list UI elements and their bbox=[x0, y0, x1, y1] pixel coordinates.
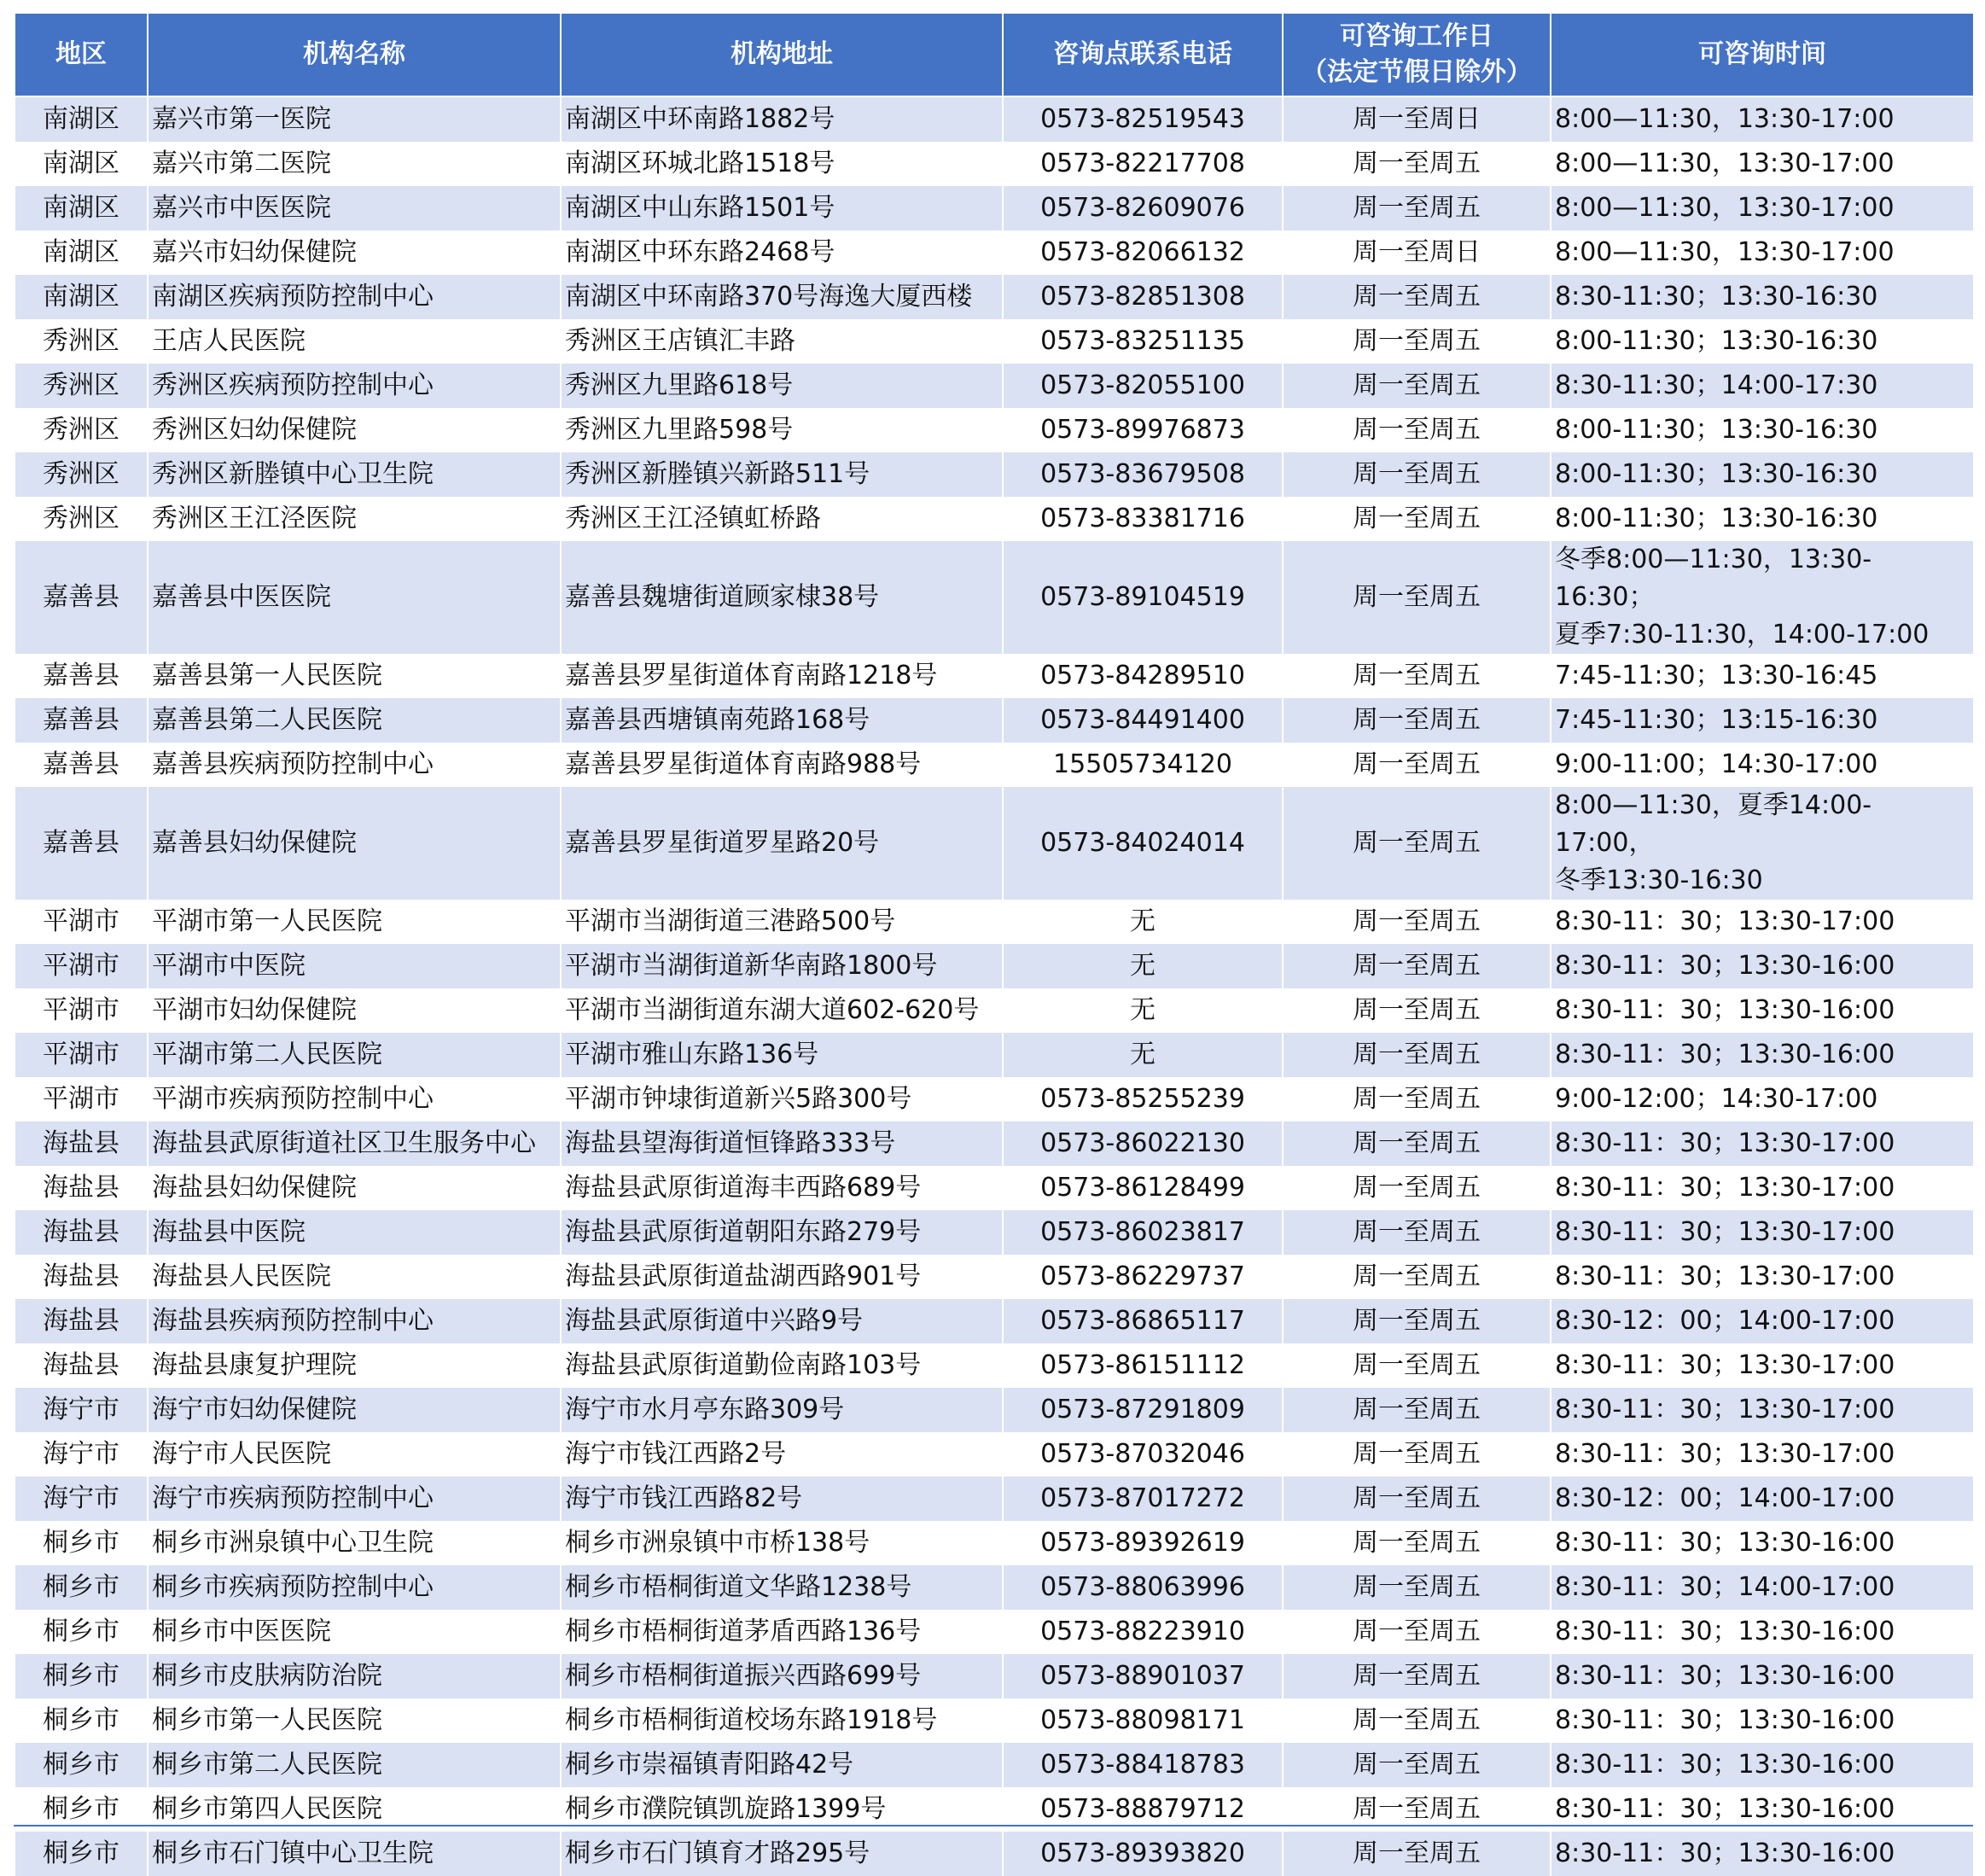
cell-days: 周一至周五 bbox=[1283, 364, 1551, 408]
table-row bbox=[15, 1299, 1974, 1343]
cell-days: 周一至周五 bbox=[1283, 1698, 1551, 1743]
cell-phone: 0573-88098171 bbox=[1003, 1698, 1283, 1743]
cell-region: 海盐县 bbox=[15, 1299, 148, 1343]
cell-region: 平湖市 bbox=[15, 944, 148, 988]
cell-region: 海宁市 bbox=[15, 1388, 148, 1432]
cell-name: 平湖市妇幼保健院 bbox=[148, 988, 561, 1033]
cell-name: 嘉兴市第二医院 bbox=[148, 142, 561, 186]
cell-name: 秀洲区疾病预防控制中心 bbox=[148, 364, 561, 408]
table-row bbox=[15, 364, 1974, 408]
cell-address: 南湖区中环南路370号海逸大厦西楼 bbox=[561, 275, 1003, 319]
table-row bbox=[15, 1743, 1974, 1787]
cell-region: 秀洲区 bbox=[15, 452, 148, 497]
table-row bbox=[15, 408, 1974, 452]
cell-address: 桐乡市崇福镇青阳路42号 bbox=[561, 1743, 1003, 1787]
table-row bbox=[15, 1432, 1974, 1477]
cell-days: 周一至周五 bbox=[1283, 944, 1551, 988]
cell-hours-line1: 8:00—11:30，夏季14:00-17:00， bbox=[1555, 790, 1872, 858]
cell-hours: 8:30-11：30；13:30-17:00 bbox=[1551, 1432, 1974, 1477]
cell-days: 周一至周五 bbox=[1283, 1432, 1551, 1477]
cell-hours: 8:00—11:30，13:30-17:00 bbox=[1551, 142, 1974, 186]
cell-name: 桐乡市第一人民医院 bbox=[148, 1698, 561, 1743]
table-row bbox=[15, 452, 1974, 497]
cell-hours bbox=[1551, 787, 1974, 900]
cell-days: 周一至周五 bbox=[1283, 319, 1551, 364]
cell-region: 秀洲区 bbox=[15, 497, 148, 541]
table-row bbox=[15, 1654, 1974, 1698]
cell-address: 海盐县武原街道盐湖西路901号 bbox=[561, 1255, 1003, 1299]
cell-address: 桐乡市洲泉镇中市桥138号 bbox=[561, 1521, 1003, 1565]
cell-address: 嘉善县罗星街道体育南路988号 bbox=[561, 743, 1003, 787]
header-address: 机构地址 bbox=[561, 13, 1003, 96]
cell-address: 秀洲区九里路618号 bbox=[561, 364, 1003, 408]
cell-address: 海宁市钱江西路82号 bbox=[561, 1477, 1003, 1521]
cell-phone: 0573-86128499 bbox=[1003, 1166, 1283, 1210]
cell-region: 海盐县 bbox=[15, 1255, 148, 1299]
cell-days: 周一至周五 bbox=[1283, 1477, 1551, 1521]
cell-name: 海宁市妇幼保健院 bbox=[148, 1388, 561, 1432]
table-row bbox=[15, 96, 1974, 142]
cell-days: 周一至周五 bbox=[1283, 275, 1551, 319]
table-row bbox=[15, 230, 1974, 275]
cell-address: 桐乡市梧桐街道振兴西路699号 bbox=[561, 1654, 1003, 1698]
cell-address: 平湖市当湖街道新华南路1800号 bbox=[561, 944, 1003, 988]
table-row bbox=[15, 541, 1974, 654]
cell-address: 海宁市水月亭东路309号 bbox=[561, 1388, 1003, 1432]
cell-phone: 无 bbox=[1003, 900, 1283, 944]
cell-hours: 8:30-11：30；13:30-17:00 bbox=[1551, 1255, 1974, 1299]
table-row bbox=[15, 1388, 1974, 1432]
cell-hours-line2: 夏季7:30-11:30，14:00-17:00 bbox=[1555, 620, 1930, 650]
cell-name: 嘉善县疾病预防控制中心 bbox=[148, 743, 561, 787]
cell-region: 桐乡市 bbox=[15, 1654, 148, 1698]
cell-phone: 15505734120 bbox=[1003, 743, 1283, 787]
cell-hours: 8:00-11:30；13:30-16:30 bbox=[1551, 319, 1974, 364]
cell-days: 周一至周五 bbox=[1283, 654, 1551, 698]
cell-hours: 8:30-11：30；13:30-17:00 bbox=[1551, 1122, 1974, 1166]
table-row bbox=[15, 1343, 1974, 1388]
cell-name: 桐乡市中医医院 bbox=[148, 1610, 561, 1654]
cell-name: 桐乡市皮肤病防治院 bbox=[148, 1654, 561, 1698]
cell-phone: 0573-86022130 bbox=[1003, 1122, 1283, 1166]
table-row bbox=[15, 1521, 1974, 1565]
cell-name: 嘉兴市中医医院 bbox=[148, 186, 561, 230]
table-row bbox=[15, 654, 1974, 698]
cell-address: 平湖市当湖街道东湖大道602-620号 bbox=[561, 988, 1003, 1033]
cell-days: 周一至周五 bbox=[1283, 1299, 1551, 1343]
cell-phone: 0573-82055100 bbox=[1003, 364, 1283, 408]
cell-hours: 9:00-12:00；14:30-17:00 bbox=[1551, 1077, 1974, 1122]
table-row bbox=[15, 1077, 1974, 1122]
cell-phone: 无 bbox=[1003, 988, 1283, 1033]
table-row bbox=[15, 988, 1974, 1033]
cell-name: 海盐县中医院 bbox=[148, 1210, 561, 1255]
cell-hours: 8:30-11：30；13:30-16:00 bbox=[1551, 988, 1974, 1033]
header-name: 机构名称 bbox=[148, 13, 561, 96]
cell-days: 周一至周五 bbox=[1283, 787, 1551, 900]
cell-name: 嘉兴市第一医院 bbox=[148, 96, 561, 142]
cell-address: 海宁市钱江西路2号 bbox=[561, 1432, 1003, 1477]
cell-name: 桐乡市石门镇中心卫生院 bbox=[148, 1832, 561, 1876]
cell-phone: 0573-82066132 bbox=[1003, 230, 1283, 275]
cell-days: 周一至周五 bbox=[1283, 900, 1551, 944]
cell-hours: 7:45-11:30；13:30-16:45 bbox=[1551, 654, 1974, 698]
cell-region: 桐乡市 bbox=[15, 1521, 148, 1565]
cell-region: 海盐县 bbox=[15, 1210, 148, 1255]
cell-hours: 8:00-11:30；13:30-16:30 bbox=[1551, 497, 1974, 541]
cell-phone: 0573-88901037 bbox=[1003, 1654, 1283, 1698]
table-row bbox=[15, 787, 1974, 900]
cell-days: 周一至周五 bbox=[1283, 1743, 1551, 1787]
cell-hours-line1: 冬季8:00—11:30，13:30-16:30； bbox=[1555, 545, 1872, 612]
cell-hours: 8:30-11：30；13:30-16:00 bbox=[1551, 1832, 1974, 1876]
cell-address: 嘉善县罗星街道罗星路20号 bbox=[561, 787, 1003, 900]
cell-region: 海盐县 bbox=[15, 1166, 148, 1210]
cell-region: 嘉善县 bbox=[15, 698, 148, 743]
cell-address: 南湖区中山东路1501号 bbox=[561, 186, 1003, 230]
cell-days: 周一至周五 bbox=[1283, 1388, 1551, 1432]
cell-address: 嘉善县罗星街道体育南路1218号 bbox=[561, 654, 1003, 698]
cell-phone: 0573-89393820 bbox=[1003, 1832, 1283, 1876]
cell-region: 南湖区 bbox=[15, 142, 148, 186]
cell-name: 桐乡市第二人民医院 bbox=[148, 1743, 561, 1787]
table-row bbox=[15, 1832, 1974, 1876]
cell-days: 周一至周日 bbox=[1283, 96, 1551, 142]
table-row bbox=[15, 1565, 1974, 1610]
cell-days: 周一至周五 bbox=[1283, 1565, 1551, 1610]
cell-hours: 8:30-12：00；14:00-17:00 bbox=[1551, 1299, 1974, 1343]
cell-phone: 0573-89104519 bbox=[1003, 541, 1283, 654]
header-region: 地区 bbox=[15, 13, 148, 96]
cell-name: 海宁市疾病预防控制中心 bbox=[148, 1477, 561, 1521]
table-row bbox=[15, 698, 1974, 743]
cell-name: 秀洲区新塍镇中心卫生院 bbox=[148, 452, 561, 497]
table-row bbox=[15, 319, 1974, 364]
table-bottom-border bbox=[14, 1825, 1973, 1826]
cell-hours-line2: 冬季13:30-16:30 bbox=[1555, 865, 1763, 895]
cell-phone: 0573-85255239 bbox=[1003, 1077, 1283, 1122]
header-days-line1: 可咨询工作日 bbox=[1340, 21, 1493, 51]
table-row bbox=[15, 142, 1974, 186]
table-row bbox=[15, 743, 1974, 787]
cell-phone: 0573-82519543 bbox=[1003, 96, 1283, 142]
cell-hours: 8:30-11：30；13:30-17:00 bbox=[1551, 1166, 1974, 1210]
cell-phone: 0573-83381716 bbox=[1003, 497, 1283, 541]
cell-name: 桐乡市第四人民医院 bbox=[148, 1787, 561, 1832]
cell-hours: 8:00—11:30，13:30-17:00 bbox=[1551, 230, 1974, 275]
cell-days: 周一至周五 bbox=[1283, 541, 1551, 654]
cell-days: 周一至周日 bbox=[1283, 230, 1551, 275]
table-header-row bbox=[15, 13, 1974, 96]
cell-region: 平湖市 bbox=[15, 1077, 148, 1122]
table-row bbox=[15, 1166, 1974, 1210]
header-phone: 咨询点联系电话 bbox=[1003, 13, 1283, 96]
cell-region: 嘉善县 bbox=[15, 787, 148, 900]
cell-days: 周一至周五 bbox=[1283, 743, 1551, 787]
cell-name: 海宁市人民医院 bbox=[148, 1432, 561, 1477]
table-row bbox=[15, 186, 1974, 230]
table-row bbox=[15, 900, 1974, 944]
cell-hours: 8:30-11：30；13:30-16:00 bbox=[1551, 1521, 1974, 1565]
cell-region: 桐乡市 bbox=[15, 1610, 148, 1654]
cell-days: 周一至周五 bbox=[1283, 1166, 1551, 1210]
cell-phone: 0573-88879712 bbox=[1003, 1787, 1283, 1832]
cell-phone: 0573-86229737 bbox=[1003, 1255, 1283, 1299]
cell-days: 周一至周五 bbox=[1283, 408, 1551, 452]
cell-phone: 0573-89392619 bbox=[1003, 1521, 1283, 1565]
cell-address: 南湖区中环南路1882号 bbox=[561, 96, 1003, 142]
cell-phone: 0573-84289510 bbox=[1003, 654, 1283, 698]
cell-hours: 8:30-12：00；14:00-17:00 bbox=[1551, 1477, 1974, 1521]
cell-region: 海盐县 bbox=[15, 1122, 148, 1166]
cell-phone: 0573-84491400 bbox=[1003, 698, 1283, 743]
cell-name: 海盐县人民医院 bbox=[148, 1255, 561, 1299]
cell-name: 海盐县妇幼保健院 bbox=[148, 1166, 561, 1210]
cell-name: 嘉善县妇幼保健院 bbox=[148, 787, 561, 900]
cell-address: 平湖市当湖街道三港路500号 bbox=[561, 900, 1003, 944]
cell-hours: 8:30-11：30；13:30-16:00 bbox=[1551, 1610, 1974, 1654]
header-days-line2: （法定节假日除外） bbox=[1301, 57, 1532, 87]
cell-hours: 8:30-11：30；13:30-16:00 bbox=[1551, 1033, 1974, 1077]
cell-region: 桐乡市 bbox=[15, 1832, 148, 1876]
cell-hours: 8:30-11：30；14:00-17:00 bbox=[1551, 1565, 1974, 1610]
cell-hours: 8:00-11:30；13:30-16:30 bbox=[1551, 452, 1974, 497]
cell-address: 平湖市雅山东路136号 bbox=[561, 1033, 1003, 1077]
table-row bbox=[15, 497, 1974, 541]
cell-hours: 7:45-11:30；13:15-16:30 bbox=[1551, 698, 1974, 743]
cell-days: 周一至周五 bbox=[1283, 1787, 1551, 1832]
cell-address: 桐乡市梧桐街道文华路1238号 bbox=[561, 1565, 1003, 1610]
cell-hours: 8:30-11：30；13:30-16:00 bbox=[1551, 1698, 1974, 1743]
cell-address: 海盐县武原街道中兴路9号 bbox=[561, 1299, 1003, 1343]
cell-hours: 8:30-11：30；13:30-16:00 bbox=[1551, 1654, 1974, 1698]
cell-region: 海宁市 bbox=[15, 1477, 148, 1521]
cell-phone: 0573-87291809 bbox=[1003, 1388, 1283, 1432]
cell-hours: 8:30-11：30；13:30-17:00 bbox=[1551, 1388, 1974, 1432]
cell-region: 南湖区 bbox=[15, 275, 148, 319]
cell-phone: 0573-86023817 bbox=[1003, 1210, 1283, 1255]
cell-phone: 0573-82851308 bbox=[1003, 275, 1283, 319]
cell-name: 平湖市第一人民医院 bbox=[148, 900, 561, 944]
header-days bbox=[1283, 13, 1551, 96]
cell-region: 南湖区 bbox=[15, 96, 148, 142]
table-row bbox=[15, 1477, 1974, 1521]
cell-region: 嘉善县 bbox=[15, 743, 148, 787]
cell-phone: 0573-83251135 bbox=[1003, 319, 1283, 364]
cell-days: 周一至周五 bbox=[1283, 1210, 1551, 1255]
table-row bbox=[15, 1122, 1974, 1166]
cell-phone: 0573-88063996 bbox=[1003, 1565, 1283, 1610]
cell-address: 桐乡市濮院镇凯旋路1399号 bbox=[561, 1787, 1003, 1832]
cell-days: 周一至周五 bbox=[1283, 1033, 1551, 1077]
header-hours: 可咨询时间 bbox=[1551, 13, 1974, 96]
cell-hours: 8:30-11:30；14:00-17:30 bbox=[1551, 364, 1974, 408]
cell-phone: 0573-83679508 bbox=[1003, 452, 1283, 497]
cell-address: 海盐县望海街道恒锋路333号 bbox=[561, 1122, 1003, 1166]
cell-region: 秀洲区 bbox=[15, 364, 148, 408]
cell-days: 周一至周五 bbox=[1283, 1610, 1551, 1654]
cell-region: 平湖市 bbox=[15, 988, 148, 1033]
cell-phone: 0573-82217708 bbox=[1003, 142, 1283, 186]
cell-name: 桐乡市洲泉镇中心卫生院 bbox=[148, 1521, 561, 1565]
cell-phone: 无 bbox=[1003, 944, 1283, 988]
cell-region: 桐乡市 bbox=[15, 1787, 148, 1832]
cell-region: 海宁市 bbox=[15, 1432, 148, 1477]
cell-phone: 0573-82609076 bbox=[1003, 186, 1283, 230]
cell-phone: 0573-86151112 bbox=[1003, 1343, 1283, 1388]
table-row bbox=[15, 1698, 1974, 1743]
cell-region: 桐乡市 bbox=[15, 1565, 148, 1610]
cell-region: 嘉善县 bbox=[15, 541, 148, 654]
table-row bbox=[15, 1210, 1974, 1255]
cell-days: 周一至周五 bbox=[1283, 142, 1551, 186]
cell-region: 平湖市 bbox=[15, 1033, 148, 1077]
cell-name: 嘉兴市妇幼保健院 bbox=[148, 230, 561, 275]
cell-address: 嘉善县魏塘街道顾家棣38号 bbox=[561, 541, 1003, 654]
cell-phone: 0573-88223910 bbox=[1003, 1610, 1283, 1654]
cell-address: 南湖区中环东路2468号 bbox=[561, 230, 1003, 275]
cell-phone: 0573-88418783 bbox=[1003, 1743, 1283, 1787]
cell-days: 周一至周五 bbox=[1283, 1654, 1551, 1698]
cell-days: 周一至周五 bbox=[1283, 698, 1551, 743]
cell-region: 嘉善县 bbox=[15, 654, 148, 698]
cell-days: 周一至周五 bbox=[1283, 1255, 1551, 1299]
cell-address: 秀洲区新塍镇兴新路511号 bbox=[561, 452, 1003, 497]
cell-phone: 0573-87032046 bbox=[1003, 1432, 1283, 1477]
cell-days: 周一至周五 bbox=[1283, 452, 1551, 497]
table-row bbox=[15, 1255, 1974, 1299]
cell-region: 桐乡市 bbox=[15, 1743, 148, 1787]
cell-phone: 0573-89976873 bbox=[1003, 408, 1283, 452]
cell-days: 周一至周五 bbox=[1283, 988, 1551, 1033]
cell-region: 南湖区 bbox=[15, 230, 148, 275]
cell-address: 嘉善县西塘镇南苑路168号 bbox=[561, 698, 1003, 743]
cell-address: 秀洲区王店镇汇丰路 bbox=[561, 319, 1003, 364]
cell-name: 平湖市第二人民医院 bbox=[148, 1033, 561, 1077]
cell-hours: 8:00—11:30，13:30-17:00 bbox=[1551, 186, 1974, 230]
cell-phone: 无 bbox=[1003, 1033, 1283, 1077]
cell-address: 平湖市钟埭街道新兴5路300号 bbox=[561, 1077, 1003, 1122]
cell-days: 周一至周五 bbox=[1283, 1521, 1551, 1565]
cell-hours bbox=[1551, 541, 1974, 654]
cell-address: 秀洲区王江泾镇虹桥路 bbox=[561, 497, 1003, 541]
cell-name: 海盐县疾病预防控制中心 bbox=[148, 1299, 561, 1343]
cell-hours: 8:30-11：30；13:30-17:00 bbox=[1551, 900, 1974, 944]
consultation-table bbox=[14, 12, 1975, 1876]
table-body bbox=[15, 96, 1974, 1876]
cell-name: 海盐县康复护理院 bbox=[148, 1343, 561, 1388]
cell-name: 秀洲区妇幼保健院 bbox=[148, 408, 561, 452]
cell-hours: 8:00—11:30，13:30-17:00 bbox=[1551, 96, 1974, 142]
table-row bbox=[15, 1610, 1974, 1654]
cell-region: 平湖市 bbox=[15, 900, 148, 944]
cell-hours: 8:30-11:30；13:30-16:30 bbox=[1551, 275, 1974, 319]
cell-name: 嘉善县中医医院 bbox=[148, 541, 561, 654]
cell-hours: 9:00-11:00；14:30-17:00 bbox=[1551, 743, 1974, 787]
cell-hours: 8:00-11:30；13:30-16:30 bbox=[1551, 408, 1974, 452]
cell-name: 王店人民医院 bbox=[148, 319, 561, 364]
cell-name: 桐乡市疾病预防控制中心 bbox=[148, 1565, 561, 1610]
table-row bbox=[15, 944, 1974, 988]
cell-days: 周一至周五 bbox=[1283, 1832, 1551, 1876]
table-row bbox=[15, 275, 1974, 319]
cell-name: 平湖市中医院 bbox=[148, 944, 561, 988]
cell-address: 南湖区环城北路1518号 bbox=[561, 142, 1003, 186]
cell-hours: 8:30-11：30；13:30-17:00 bbox=[1551, 1210, 1974, 1255]
cell-address: 桐乡市石门镇育才路295号 bbox=[561, 1832, 1003, 1876]
cell-address: 海盐县武原街道海丰西路689号 bbox=[561, 1166, 1003, 1210]
cell-address: 海盐县武原街道朝阳东路279号 bbox=[561, 1210, 1003, 1255]
cell-hours: 8:30-11：30；13:30-16:00 bbox=[1551, 1787, 1974, 1832]
cell-hours: 8:30-11：30；13:30-16:00 bbox=[1551, 1743, 1974, 1787]
cell-days: 周一至周五 bbox=[1283, 1122, 1551, 1166]
table-row bbox=[15, 1033, 1974, 1077]
cell-address: 海盐县武原街道勤俭南路103号 bbox=[561, 1343, 1003, 1388]
cell-name: 嘉善县第二人民医院 bbox=[148, 698, 561, 743]
cell-address: 秀洲区九里路598号 bbox=[561, 408, 1003, 452]
cell-days: 周一至周五 bbox=[1283, 1077, 1551, 1122]
cell-name: 海盐县武原街道社区卫生服务中心 bbox=[148, 1122, 561, 1166]
cell-name: 秀洲区王江泾医院 bbox=[148, 497, 561, 541]
cell-phone: 0573-86865117 bbox=[1003, 1299, 1283, 1343]
cell-region: 秀洲区 bbox=[15, 319, 148, 364]
cell-days: 周一至周五 bbox=[1283, 186, 1551, 230]
cell-region: 秀洲区 bbox=[15, 408, 148, 452]
cell-name: 平湖市疾病预防控制中心 bbox=[148, 1077, 561, 1122]
cell-hours: 8:30-11：30；13:30-16:00 bbox=[1551, 944, 1974, 988]
cell-region: 南湖区 bbox=[15, 186, 148, 230]
cell-hours: 8:30-11：30；13:30-17:00 bbox=[1551, 1343, 1974, 1388]
cell-region: 海盐县 bbox=[15, 1343, 148, 1388]
cell-name: 嘉善县第一人民医院 bbox=[148, 654, 561, 698]
cell-days: 周一至周五 bbox=[1283, 1343, 1551, 1388]
cell-address: 桐乡市梧桐街道茅盾西路136号 bbox=[561, 1610, 1003, 1654]
cell-name: 南湖区疾病预防控制中心 bbox=[148, 275, 561, 319]
cell-region: 桐乡市 bbox=[15, 1698, 148, 1743]
cell-days: 周一至周五 bbox=[1283, 497, 1551, 541]
cell-address: 桐乡市梧桐街道校场东路1918号 bbox=[561, 1698, 1003, 1743]
cell-phone: 0573-84024014 bbox=[1003, 787, 1283, 900]
cell-phone: 0573-87017272 bbox=[1003, 1477, 1283, 1521]
